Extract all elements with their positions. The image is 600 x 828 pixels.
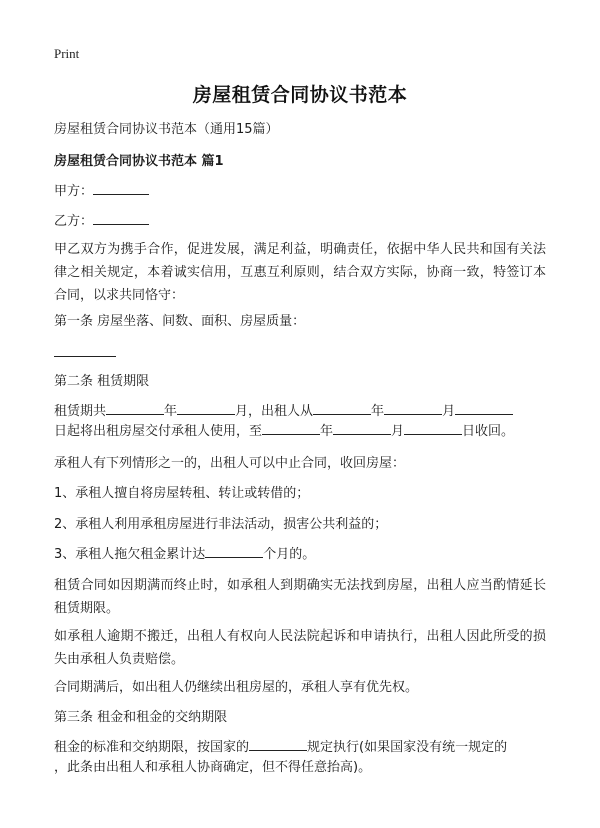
- lease-end: 日收回。: [462, 424, 515, 439]
- article-3-title: 第三条 租金和租金的交纳期限: [54, 710, 228, 725]
- lease-blank-7: [333, 421, 391, 435]
- lease-blank-5: [455, 401, 513, 415]
- lease-term-part1: 租赁期共: [54, 404, 107, 419]
- lease-term-line-2: [54, 420, 546, 443]
- document-title: 房屋租赁合同协议书范本: [192, 84, 408, 106]
- lease-blank-4: [384, 401, 442, 415]
- lease-blank-6: [262, 421, 320, 435]
- overdue-paragraph: 如承租人逾期不搬迁，出租人有权向人民法院起诉和申请执行，出租人因此所受的损失由承租人负责赔偿。: [54, 629, 546, 667]
- lease-blank-8: [404, 421, 462, 435]
- party-b-label: 乙方：: [54, 214, 94, 229]
- renewal-paragraph: 租赁合同如因期满而终止时，如承租人到期确实无法找到房屋，出租人应当酌情延长租赁期限。: [54, 578, 546, 616]
- lease-blank-1: [106, 401, 164, 415]
- document-subtitle: 房屋租赁合同协议书范本（通用15篇）: [54, 122, 279, 137]
- priority-paragraph: 合同期满后，如出租人仍继续出租房屋的，承租人享有优先权。: [54, 680, 419, 695]
- party-a-line: [54, 180, 546, 203]
- termination-item-1: 1、承租人擅自将房屋转租、转让或转借的；: [54, 486, 310, 501]
- termination-intro: 承租人有下列情形之一的，出租人可以中止合同，收回房屋：: [54, 456, 406, 471]
- rent-line-2: ，此条由出租人和承租人协商确定，但不得任意抬高)。: [54, 760, 372, 775]
- intro-paragraph: 甲乙双方为携手合作，促进发展，满足利益，明确责任，依据中华人民共和国有关法律之相关规定，本着诚实信用，互惠互利原则，结合双方实际，协商一致，特签订本合同，以求共同恪守：: [54, 242, 546, 303]
- party-a-blank: [93, 181, 149, 195]
- rent-part2: 规定执行(如果国家没有统一规定的: [307, 740, 508, 755]
- rent-blank: [249, 737, 307, 751]
- party-a-label: 甲方：: [54, 184, 94, 199]
- print-label[interactable]: Print: [54, 46, 80, 61]
- party-b-line: [54, 210, 546, 233]
- arrears-blank: [205, 544, 263, 558]
- termination-item-3-line: [54, 543, 546, 566]
- lease-year-1: 年: [164, 404, 178, 419]
- lease-month-2: 月: [442, 404, 456, 419]
- article-1-blank: [54, 356, 116, 357]
- termination-item-3: 3、承租人拖欠租金累计达: [54, 547, 206, 562]
- lease-blank-2: [177, 401, 235, 415]
- article-1-title: 第一条 房屋坐落、间数、面积、房屋质量：: [54, 314, 306, 329]
- article-2-title: 第二条 租赁期限: [54, 374, 150, 389]
- termination-item-2: 2、承租人利用承租房屋进行非法活动，损害公共利益的；: [54, 517, 388, 532]
- lease-blank-3: [313, 401, 371, 415]
- lease-year-2: 年: [371, 404, 385, 419]
- section-heading: 房屋租赁合同协议书范本 篇1: [54, 154, 224, 169]
- termination-item-3-suffix: 个月的。: [263, 547, 316, 562]
- rent-part1: 租金的标准和交纳期限，按国家的: [54, 740, 250, 755]
- lease-year-3: 年: [320, 424, 334, 439]
- party-b-blank: [93, 211, 149, 225]
- lease-month-3: 月: [391, 424, 405, 439]
- lease-month-1: 月，出租人从: [235, 404, 314, 419]
- lease-term-part2: 日起将出租房屋交付承租人使用，至: [54, 424, 263, 439]
